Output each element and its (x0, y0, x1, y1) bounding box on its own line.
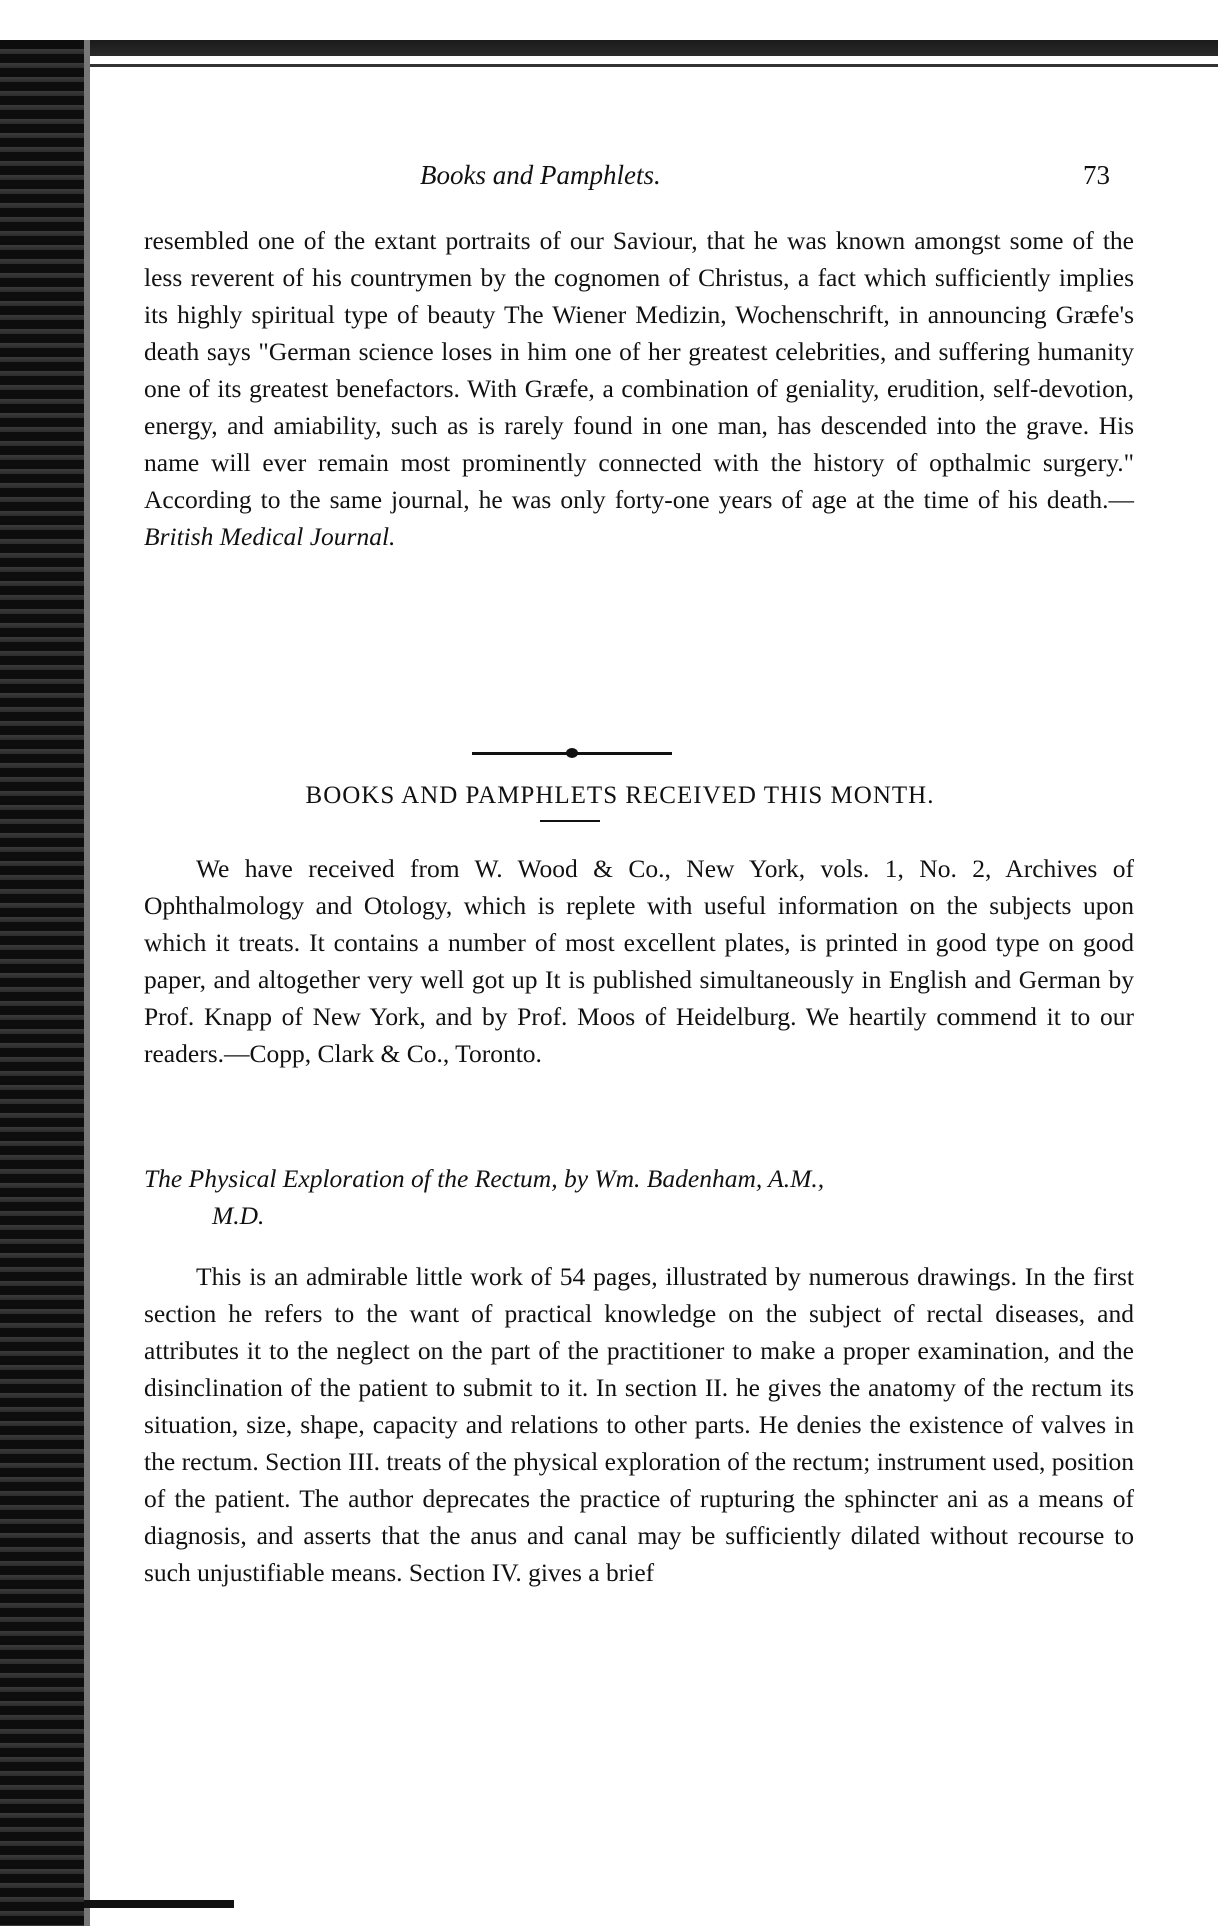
book-page (120, 120, 1134, 1920)
item-title (144, 1160, 1134, 1234)
heading-underline (540, 820, 600, 822)
section-divider-ornament (566, 748, 578, 758)
received-paragraph (144, 850, 1134, 1072)
continuation-paragraph (144, 222, 1134, 555)
review-text: This is an admirable little work of 54 pages, illustrated by numerous drawings. In the first section he refers to the want of practical knowledge on the subject of rectal diseases, and attributes it to the neglect on the part of the practitioner to make a proper examination, and the disinclination of the patient to submit to it. In section II. he gives the anatomy of the rectum its situation, size, shape, capacity and relations to other parts. He denies the existence of valves in the rectum. Section III. treats of the physical exploration of the rectum; instrument used, position of the patient. The author deprecates the practice of rupturing the sphincter ani as a means of diagnosis, and asserts that the anus and canal may be sufficiently dilated without recourse to such unjustifiable means. Section IV. gives a brief (144, 1262, 1134, 1587)
received-text: We have received from W. Wood & Co., New York, vols. 1, No. 2, Archives of Ophthalmology and Otology, which is replete with useful information on the subjects upon which it treats. It contains a number of most excellent plates, is printed in good type on good paper, and altogether very well got up It is published simultaneously in English and German by Prof. Knapp of New York, and by Prof. Moos of Heidelburg. We heartily commend it to our readers.—Copp, Clark & Co., Toronto. (144, 854, 1134, 1068)
item-title-line1: The Physical Exploration of the Rectum, by Wm. Badenham, A.M., (144, 1164, 825, 1193)
scan-top-border-thin (0, 64, 1218, 67)
running-title: Books and Pamphlets. (420, 160, 661, 190)
item-title-line2: M.D. (212, 1201, 265, 1230)
section-heading: BOOKS AND PAMPHLETS RECEIVED THIS MONTH. (305, 782, 935, 809)
scan-binding-edge (0, 40, 84, 1926)
scan-top-border (0, 40, 1218, 56)
continuation-text: resembled one of the extant portraits of our Saviour, that he was known amongst some of the less reverent of his countrymen by the cognomen of Christus, a fact which sufficiently implies its highly spiritual type of beauty The Wiener Medizin, Wochenschrift, in announcing Græfe's death says "German science loses in him one of her greatest celebrities, and suffering humanity one of its greatest benefactors. With Græfe, a combination of geniality, erudition, self-devotion, energy, and amiability, such as is rarely found in one man, has descended into the grave. His name will ever remain most prominently connected with the history of opthalmic surgery." According to the same journal, he was only forty-one years of age at the time of his death.— (144, 226, 1134, 514)
review-paragraph (144, 1258, 1134, 1591)
citation: British Medical Journal. (144, 522, 396, 551)
running-head (120, 160, 1120, 200)
page-number: 73 (1083, 160, 1110, 190)
scan-binding-shadow (84, 40, 90, 1926)
